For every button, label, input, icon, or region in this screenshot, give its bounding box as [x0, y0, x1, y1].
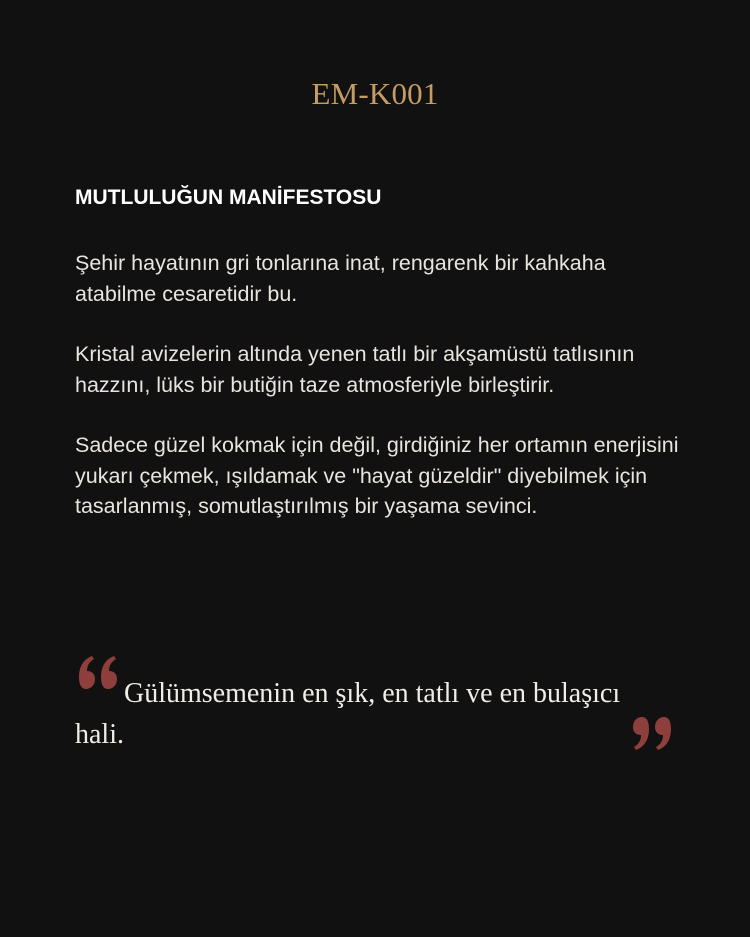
- manifesto-paragraph-3: Sadece güzel kokmak için değil, girdiğiniz her ortamın enerjisini yukarı çekmek, ışıldamak ve "hayat güzeldir" diyebilmek için tasarlanmış, somutlaştırılmış bir yaşama sevinci.: [75, 433, 679, 518]
- quote-text: Gülümsemenin en şık, en tatlı ve en bulaşıcı hali.: [75, 678, 621, 750]
- close-quote-icon: [631, 715, 675, 751]
- manifesto-title: MUTLULUĞUN MANİFESTOSU: [75, 186, 382, 209]
- manifesto-paragraph-1: Şehir hayatının gri tonlarına inat, rengarenk bir kahkaha atabilme cesaretidir bu.: [75, 251, 606, 306]
- brand-title: EM-K001: [311, 76, 439, 111]
- manifesto-section: [75, 184, 685, 552]
- manifesto-paragraph-2: Kristal avizelerin altında yenen tatlı bir akşamüstü tatlısının hazzını, lüks bir butiğin taze atmosferiyle birleştirir.: [75, 342, 635, 397]
- quote-block: [75, 655, 675, 765]
- open-quote-icon: [75, 655, 119, 691]
